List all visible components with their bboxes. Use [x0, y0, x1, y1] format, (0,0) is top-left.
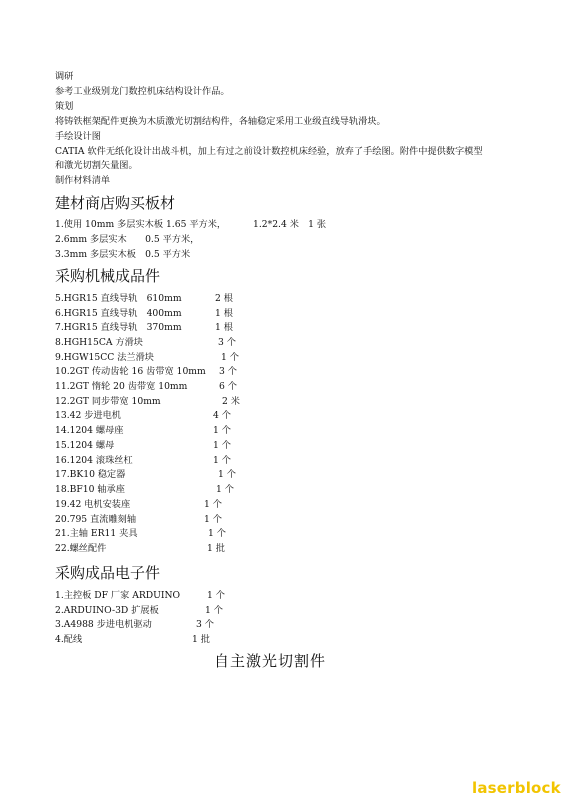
list-item-qty: 6 个 [219, 381, 237, 392]
list-item: 6.HGR15 直线导轨 400mm [55, 308, 182, 319]
list-item: 18.BF10 轴承座 [55, 484, 125, 495]
list-item: 1.使用 10mm 多层实木板 1.65 平方米， [55, 219, 227, 230]
list-item: 20.795 直流雕刻轴 [55, 514, 137, 525]
list-item-qty: 1 批 [207, 543, 225, 554]
list-item-qty: 1 批 [192, 634, 210, 645]
list-item: 8.HGH15CA 方滑块 [55, 337, 143, 348]
list-item-qty: 1 个 [213, 455, 231, 466]
list-item-qty: 1 个 [221, 352, 239, 363]
list-item-qty: 4 个 [213, 410, 231, 421]
list-item-qty: 2 米 [222, 396, 240, 407]
list-item: 10.2GT 传动齿轮 16 齿带宽 10mm [55, 366, 206, 377]
list-item-qty: 3 个 [219, 366, 237, 377]
list-item: 15.1204 螺母 [55, 440, 115, 451]
list-item-qty: 1 个 [213, 425, 231, 436]
list-item: 22.螺丝配件 [55, 543, 107, 554]
research-text: 参考工业级别龙门数控机床结构设计作品。 [55, 86, 230, 97]
list-item-qty: 1 根 [215, 308, 233, 319]
list-item: 21.主轴 ER11 夹具 [55, 528, 138, 539]
list-item: 3.A4988 步进电机驱动 [55, 619, 152, 630]
list-item: 17.BK10 稳定器 [55, 469, 126, 480]
laser-cut-parts-heading: 自主激光切割件 [213, 652, 326, 670]
section-heading-boards: 建材商店购买板材 [55, 194, 176, 212]
list-item: 7.HGR15 直线导轨 370mm [55, 322, 182, 333]
list-item: 11.2GT 惰轮 20 齿带宽 10mm [55, 381, 188, 392]
section-heading-electronics: 采购成品电子件 [55, 564, 161, 582]
list-item: 4.配线 [55, 634, 83, 645]
list-item: 16.1204 滚珠丝杠 [55, 455, 133, 466]
list-item-qty: 1 根 [215, 322, 233, 333]
laserblock-logo: laserblock [472, 779, 561, 797]
list-item: 3.3mm 多层实木板 0.5 平方米 [55, 249, 191, 260]
plan-text: 将铸铁框架配件更换为木质激光切割结构件，各轴稳定采用工业级直线导轨滑块。 [55, 116, 386, 127]
list-item-qty: 2 根 [215, 293, 233, 304]
list-item-qty: 1 个 [204, 514, 222, 525]
bom-title: 制作材料清单 [55, 175, 111, 186]
list-item-qty: 3 个 [196, 619, 214, 630]
list-item: 9.HGW15CC 法兰滑块 [55, 352, 154, 363]
list-item: 2.ARDUINO-3D 扩展板 [55, 605, 159, 616]
list-item-qty: 3 个 [218, 337, 236, 348]
sketch-title: 手绘设计图 [55, 131, 101, 142]
sketch-text-line1: CATIA 软件无纸化设计出战斗机，加上有过之前设计数控机床经验，放弃了手绘图。附件中提供数字模型 [55, 146, 483, 157]
list-item: 12.2GT 同步带宽 10mm [55, 396, 161, 407]
sketch-text-line2: 和激光切割矢量图。 [55, 160, 138, 171]
list-item-qty: 1 个 [205, 605, 223, 616]
list-item-qty: 1 个 [216, 484, 234, 495]
list-item-qty: 1 个 [218, 469, 236, 480]
list-item: 2.6mm 多层实木 0.5 平方米， [55, 234, 200, 245]
list-item-qty: 1 个 [207, 590, 225, 601]
list-item: 1.主控板 DF 厂家 ARDUINO [55, 590, 181, 601]
research-title: 调研 [55, 71, 74, 82]
plan-title: 策划 [55, 101, 74, 112]
list-item-qty: 1 个 [208, 528, 226, 539]
list-item: 13.42 步进电机 [55, 410, 121, 421]
list-item-qty: 1 个 [213, 440, 231, 451]
list-item: 19.42 电机安装座 [55, 499, 131, 510]
list-item-qty: 1 个 [204, 499, 222, 510]
list-item: 14.1204 螺母座 [55, 425, 124, 436]
list-item: 5.HGR15 直线导轨 610mm [55, 293, 182, 304]
section-heading-mechanical: 采购机械成品件 [55, 267, 161, 285]
list-item-qty: 1.2*2.4 米 1 张 [253, 219, 327, 230]
